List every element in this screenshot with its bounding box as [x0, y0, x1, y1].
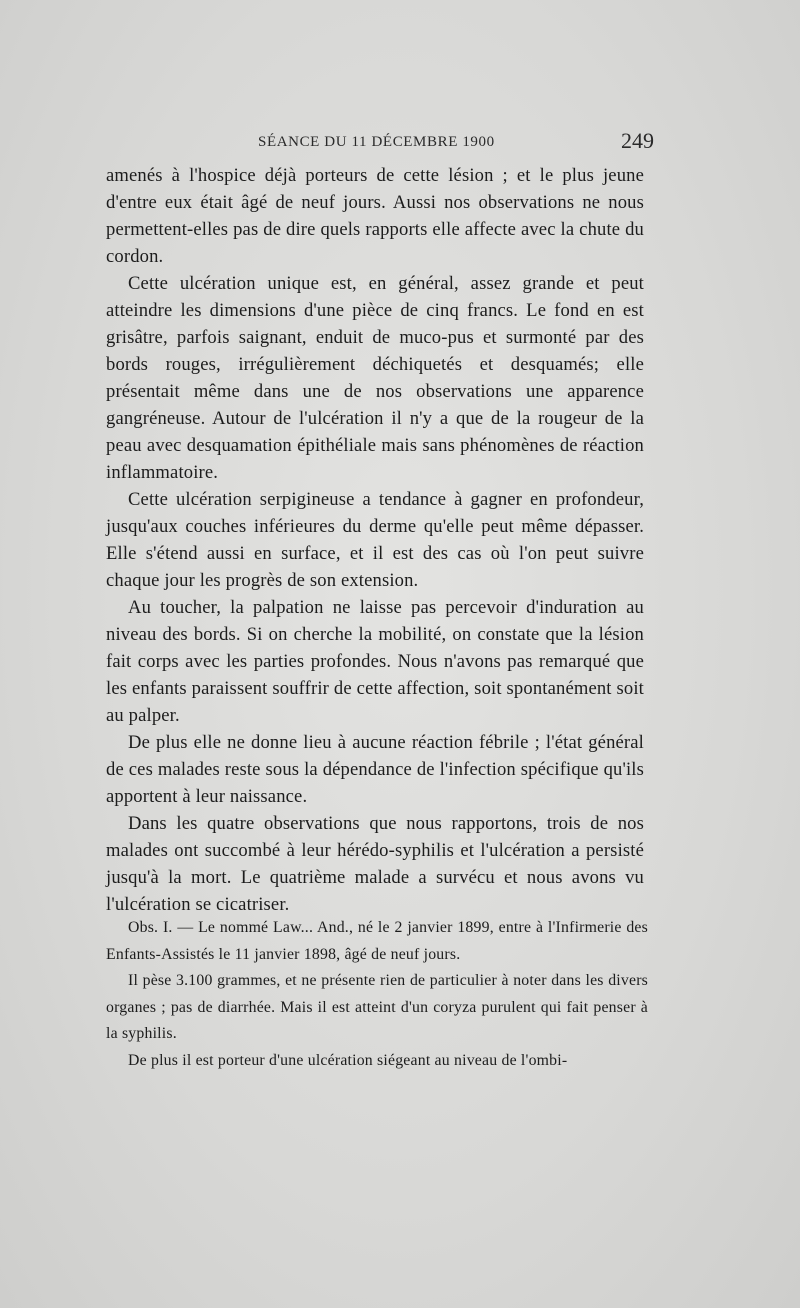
paragraph: De plus elle ne donne lieu à aucune réaction fébrile ; l'état général de ces malades reste sous la dépendance de l'infection spécifique qu'ils apportent à leur naissance.	[106, 732, 644, 807]
observation-paragraph: Obs. I. — Le nommé Law... And., né le 2 janvier 1899, entre à l'Infirmerie des Enfants-Assistés le 11 janvier 1898, âgé de neuf jours.	[106, 919, 648, 963]
running-head: SÉANCE DU 11 DÉCEMBRE 1900	[258, 134, 495, 150]
observation-note	[106, 915, 648, 1074]
paragraph: Dans les quatre observations que nous rapportons, trois de nos malades ont succombé à leur hérédo-syphilis et l'ulcération a persisté jusqu'à la mort. Le quatrième malade a survécu et nous avons vu l'ulcération se cicatriser.	[106, 813, 644, 915]
paragraph: Au toucher, la palpation ne laisse pas percevoir d'induration au niveau des bords. Si on cherche la mobilité, on constate que la lésion fait corps avec les parties profondes. Nous n'avons pas remarqué que les enfants paraissent souffrir de cette affection, soit spontanément soit au palper.	[106, 597, 644, 726]
observation-paragraph: Il pèse 3.100 grammes, et ne présente rien de particulier à noter dans les divers organes ; pas de diarrhée. Mais il est atteint d'un coryza purulent qui fait penser à la syphilis.	[106, 972, 648, 1042]
paragraph: Cette ulcération unique est, en général, assez grande et peut atteindre les dimensions d'une pièce de cinq francs. Le fond en est grisâtre, parfois saignant, enduit de muco-pus et surmonté par des bords rouges, irrégulièrement déchiquetés et desquamés; elle présentait même dans une de nos observations une apparence gangréneuse. Autour de l'ulcération il n'y a que de la rougeur de la peau avec desquamation épithéliale mais sans phénomènes de réaction inflammatoire.	[106, 273, 644, 483]
page-number: 249	[621, 128, 654, 153]
paragraph: Cette ulcération serpigineuse a tendance à gagner en profondeur, jusqu'aux couches inférieures du derme qu'elle peut même dépasser. Elle s'étend aussi en surface, et il est des cas où l'on peut suivre chaque jour les progrès de son extension.	[106, 489, 644, 591]
page-header	[106, 128, 654, 156]
observation-paragraph: De plus il est porteur d'une ulcération siégeant au niveau de l'ombi-	[128, 1051, 568, 1069]
paragraph: amenés à l'hospice déjà porteurs de cette lésion ; et le plus jeune d'entre eux était âgé de neuf jours. Aussi nos observations ne nous permettent-elles pas de dire quels rapports elle affecte avec la chute du cordon.	[106, 165, 644, 267]
main-text	[106, 162, 644, 918]
